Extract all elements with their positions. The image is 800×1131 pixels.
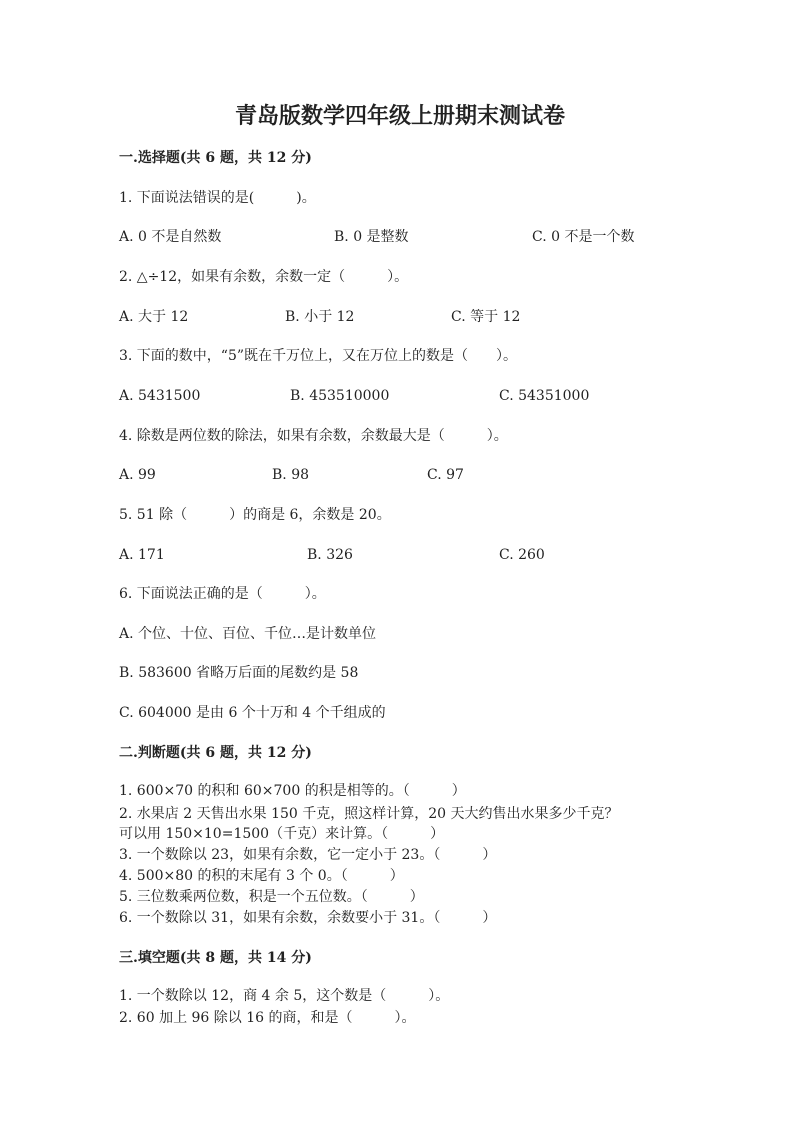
judgment-item: 3. 一个数除以 23，如果有余数，它一定小于 23。（ ） <box>119 847 497 863</box>
judgment-item: 6. 一个数除以 31，如果有余数，余数要小于 31。（ ） <box>119 910 497 926</box>
section-heading-true-false: 二.判断题(共 6 题，共 12 分) <box>119 745 312 761</box>
question-stem: 2. △÷12，如果有余数，余数一定（ ）。 <box>119 269 409 285</box>
question-stem: 5. 51 除（ ）的商是 6，余数是 20。 <box>119 507 391 523</box>
judgment-item: 5. 三位数乘两位数，积是一个五位数。（ ） <box>119 889 424 905</box>
page-title: 青岛版数学四年级上册期末测试卷 <box>234 103 565 129</box>
judgment-item: 1. 600×70 的积和 60×700 的积是相等的。（ ） <box>119 783 466 799</box>
option-a: A. 大于 12 <box>119 309 189 325</box>
option-c: C. 等于 12 <box>451 309 521 325</box>
option-c: C. 54351000 <box>499 388 590 404</box>
judgment-item: 2. 水果店 2 天售出水果 150 千克，照这样计算，20 天大约售出水果多少千克？ <box>119 806 619 822</box>
judgment-item: 4. 500×80 的积的末尾有 3 个 0。（ ） <box>119 868 404 884</box>
option-c: C. 97 <box>427 467 464 483</box>
option-b: B. 583600 省略万后面的尾数约是 58 <box>119 665 359 681</box>
option-c: C. 604000 是由 6 个十万和 4 个千组成的 <box>119 705 386 721</box>
option-a: A. 5431500 <box>119 388 201 404</box>
option-a: A. 99 <box>119 467 156 483</box>
option-c: C. 0 不是一个数 <box>532 229 635 245</box>
question-stem: 1. 下面说法错误的是( )。 <box>119 190 316 206</box>
section-heading-choice: 一.选择题(共 6 题，共 12 分) <box>119 150 312 166</box>
question-stem: 4. 除数是两位数的除法，如果有余数，余数最大是（ ）。 <box>119 428 508 444</box>
fill-in-item: 1. 一个数除以 12，商 4 余 5，这个数是（ ）。 <box>119 988 450 1004</box>
option-b: B. 98 <box>272 467 310 483</box>
option-b: B. 326 <box>307 547 353 563</box>
option-b: B. 453510000 <box>290 388 390 404</box>
fill-in-item: 2. 60 加上 96 除以 16 的商，和是（ ）。 <box>119 1010 416 1026</box>
option-a: A. 个位、十位、百位、千位…是计数单位 <box>119 626 377 642</box>
option-a: A. 0 不是自然数 <box>119 229 222 245</box>
option-b: B. 0 是整数 <box>334 229 409 245</box>
option-c: C. 260 <box>499 547 545 563</box>
option-a: A. 171 <box>119 547 165 563</box>
question-stem: 3. 下面的数中，“5”既在千万位上，又在万位上的数是（ ）。 <box>119 348 518 364</box>
judgment-item-continued: 可以用 150×10=1500（千克）来计算。（ ） <box>119 826 445 842</box>
section-heading-fill-in: 三.填空题(共 8 题，共 14 分) <box>119 950 312 966</box>
question-stem: 6. 下面说法正确的是（ ）。 <box>119 586 326 602</box>
option-b: B. 小于 12 <box>285 309 355 325</box>
